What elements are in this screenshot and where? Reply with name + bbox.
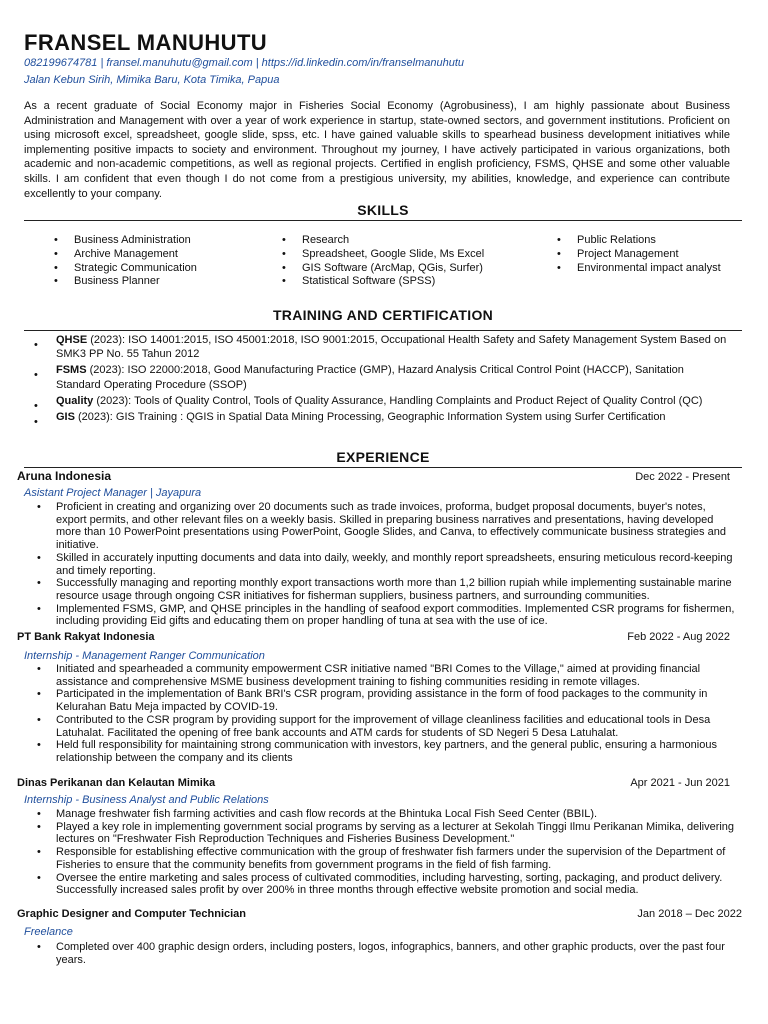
skill-item: • Archive Management <box>50 248 197 262</box>
job-bullet: • Successfully managing and reporting monthly export transactions worth more than 1,2 billion rupiah while implementing sustainable marine resource usage through ongoing CSR initiatives for fisherman suppliers, business partners, and surrounding communities. <box>17 577 737 602</box>
job-bullet: • Initiated and spearheaded a community empowerment CSR initiative named "BRI Comes to the Village," aimed at providing financial assistance and comprehensive MSME business development training to fishing communities residing in remote villages. <box>17 663 737 688</box>
training-text: (2023): ISO 14001:2015, ISO 45001:2018, ISO 9001:2015, Occupational Health Safety and Safety Management System Based on SMK3 PP No. 55 Tahun 2012 <box>56 334 727 361</box>
skills-divider <box>24 220 742 221</box>
job-bullet: • Proficient in creating and organizing over 20 documents such as trade invoices, proforma, budget proposal documents, buyer's notes, export permits, and other relevant files on a weekly basis. Skilled in preparing business narratives and presentations, having developed more than 10 PowerPoint presentations using PowerPoint, Google Slides, and Canva, to effectively communicate business strategies and initiative. <box>17 501 737 552</box>
job-bullet: • Participated in the implementation of Bank BRI's CSR program, providing assistance in the form of food packages to the community in Kelurahan Batu Meja impacted by COVID-19. <box>17 688 737 713</box>
training-label: QHSE <box>56 334 88 346</box>
training-text: (2023): GIS Training : QGIS in Spatial Data Mining Processing, Geographic Information System using Surfer Certification <box>74 411 666 424</box>
job-role: Asistant Project Manager | Jayapura <box>24 487 202 499</box>
job-bullet: • Implemented FSMS, GMP, and QHSE principles in the handling of seafood export commodities. Implemented CSR programs for fishermen, including providing Eid gifts and educating them on proper handling of tuna at sea with the use of ice. <box>17 603 737 628</box>
skill-item: • Research <box>278 234 484 248</box>
address-line: Jalan Kebun Sirih, Mimika Baru, Kota Timika, Papua <box>24 74 280 86</box>
skill-item: • Project Management <box>553 248 721 262</box>
training-list <box>30 333 730 426</box>
training-label: Quality <box>56 394 94 407</box>
skill-item: • Business Planner <box>50 275 197 289</box>
skill-item: • Statistical Software (SPSS) <box>278 275 484 289</box>
summary-paragraph: As a recent graduate of Social Economy major in Fisheries Social Economy (Agrobusiness), I am highly passionate about Business Administration and Management with over a year of work experience in startup, state-owned sectors, and government institutions. Proficient on using microsoft excel, spreadsheet, google slide, spss, etc. I have gained valuable skills to spearhead business development initiatives while implementing positive impacts to society and environment. Throughout my journey, I have actively participated in various organizations, both academic and non-academic competitions, as well as regional projects. Certified in english proficiency, FSMS, QHSE and some other valuable skills. I am confident that even though I do not come from a prestigious university, my abilities, knowledge, and experience can contribute excellently to your company. <box>24 100 730 200</box>
training-item <box>30 363 730 391</box>
skill-item: • GIS Software (ArcMap, QGis, Surfer) <box>278 262 484 276</box>
skills-title: SKILLS <box>357 202 409 218</box>
skill-item: • Public Relations <box>553 234 721 248</box>
training-title: TRAINING AND CERTIFICATION <box>272 307 494 323</box>
job-bullet: • Oversee the entire marketing and sales process of cultivated commodities, including harvesting, sorting, packaging, and product delivery. Successfully increased sales profit by over 200% in three months through effective website promotion and social media. <box>17 872 737 897</box>
training-item <box>30 394 730 408</box>
job-date: Jan 2018 – Dec 2022 <box>637 908 742 920</box>
job-role: Internship - Business Analyst and Public Relations <box>24 794 269 806</box>
skill-item: • Spreadsheet, Google Slide, Ms Excel <box>278 248 484 262</box>
job-role: Internship - Management Ranger Communication <box>24 650 265 662</box>
training-text: (2023): ISO 22000:2018, Good Manufacturing Practice (GMP), Hazard Analysis Critical Control Point (HACCP), Sanitation Standard Operating Procedure (SSOP) <box>56 364 684 391</box>
experience-divider <box>24 467 742 468</box>
job-company: Dinas Perikanan dan Kelautan Mimika <box>17 777 216 789</box>
job-bullet: • Held full responsibility for maintaining strong communication with investors, key partners, and the general public, ensuring a harmonious relationship between the company and its clients <box>17 739 737 764</box>
contact-line: 082199674781 | fransel.manuhutu@gmail.com | https://id.linkedin.com/in/franselmanuhutu <box>24 57 465 69</box>
job-role: Freelance <box>24 926 73 938</box>
job-bullet: • Completed over 400 graphic design orders, including posters, logos, infographics, banners, and other graphic products, over the past four years. <box>17 941 737 966</box>
job-bullet: • Responsible for establishing effective communication with the group of freshwater fish farmers under the supervision of the Department of Fisheries to ensure that the community benefits from government programs in the field of fish farming. <box>17 846 737 871</box>
job-bullet: • Contributed to the CSR program by providing support for the improvement of village cleanliness facilities and educational tools in Desa Latuhalat. Facilitated the opening of free bank accounts and ATM cards for students of SD Negeri 5 Desa Latuhalat. <box>17 714 737 739</box>
job-date: Feb 2022 - Aug 2022 <box>627 631 730 643</box>
training-text: (2023): Tools of Quality Control, Tools of Quality Assurance, Handling Complaints and Product Reject of Quality Control (QC) <box>93 394 703 407</box>
skill-item: • Strategic Communication <box>50 262 197 276</box>
job-company: Aruna Indonesia <box>17 469 112 483</box>
job-date: Apr 2021 - Jun 2021 <box>630 777 730 789</box>
skill-item: • Environmental impact analyst <box>553 262 721 276</box>
job-company: Graphic Designer and Computer Technician <box>17 908 247 920</box>
experience-title: EXPERIENCE <box>336 449 430 465</box>
resume-name: FRANSEL MANUHUTU <box>24 30 268 55</box>
skill-item: • Business Administration <box>50 234 197 248</box>
training-item <box>30 410 730 424</box>
job-company: PT Bank Rakyat Indonesia <box>17 631 155 643</box>
job-bullet: • Manage freshwater fish farming activities and cash flow records at the Bhintuka Local Fish Seed Center (BBIL). <box>17 808 737 821</box>
job-date: Dec 2022 - Present <box>635 471 730 483</box>
training-divider <box>24 330 742 331</box>
training-item <box>30 333 730 361</box>
training-label: GIS <box>56 411 75 424</box>
job-bullet: • Skilled in accurately inputting documents and data into daily, weekly, and monthly report spreadsheets, ensuring meticulous record-keeping and timely reporting. <box>17 552 737 577</box>
training-label: FSMS <box>56 364 87 377</box>
job-bullet: • Played a key role in implementing government social programs by serving as a lecturer at Sekolah Tinggi Ilmu Perikanan Mimika, delivering lectures on "Freshwater Fish Reproduction Techniques and Fisheries Business Development." <box>17 821 737 846</box>
